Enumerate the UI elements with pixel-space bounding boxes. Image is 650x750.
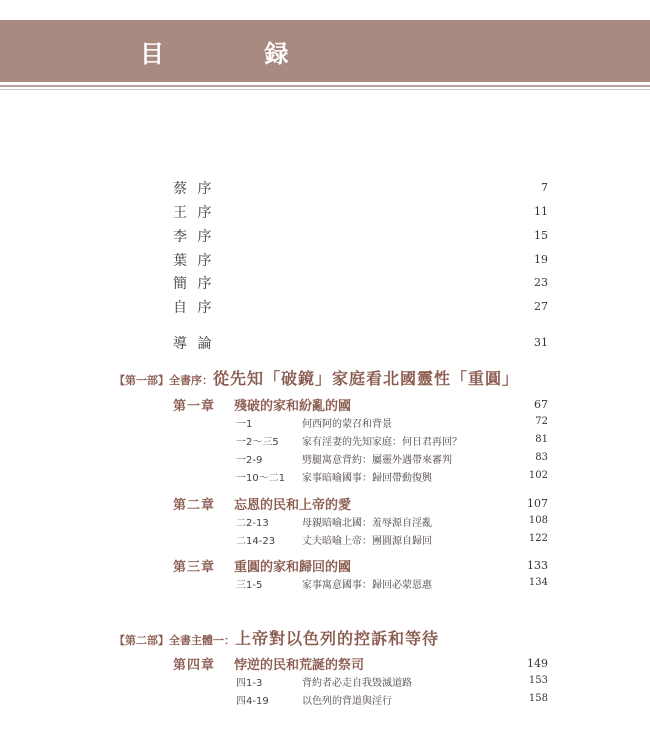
page-title: 目 録: [140, 40, 335, 68]
toc-section-page: 134: [528, 577, 548, 588]
toc-section-title[interactable]: 家事暗喻國事：歸回帶動復興: [302, 473, 432, 484]
toc-chapter-4-page: 149: [527, 657, 548, 670]
toc-preface-jian[interactable]: 簡 序: [173, 276, 215, 292]
toc-chapter-1-label[interactable]: 第一章: [173, 399, 216, 414]
toc-chapter-2-label[interactable]: 第二章: [173, 498, 216, 513]
toc-section-page: 83: [535, 452, 548, 463]
toc-section-page: 122: [528, 533, 548, 544]
toc-section-title[interactable]: 家有淫妻的先知家庭：何日君再回？: [302, 437, 462, 448]
toc-preface-wang-page: 11: [534, 205, 548, 218]
part-1-label: 【第一部】: [114, 374, 169, 387]
toc-section-ref: 四1-3: [236, 678, 263, 689]
toc-chapter-2-title[interactable]: 忘恩的民和上帝的愛: [234, 498, 352, 513]
toc-chapter-3-title[interactable]: 重圓的家和歸回的國: [234, 560, 352, 575]
toc-section-title[interactable]: 何西阿的蒙召和背景: [302, 419, 392, 430]
toc-section-ref: 二2-13: [236, 518, 269, 529]
toc-section-title[interactable]: 以色列的背道與淫行: [302, 696, 392, 707]
toc-section-ref: 一2～三5: [236, 437, 279, 448]
header-rule-thin: [0, 89, 650, 90]
part-1-title: 從先知「破鏡」家庭看北國靈性「重圓」: [213, 369, 520, 388]
toc-section-ref: 四4-19: [236, 696, 269, 707]
header-rule: [0, 85, 650, 87]
toc-section-title[interactable]: 丈夫暗喻上帝：團圓源自歸回: [302, 536, 432, 547]
part-1-kind: 全書序：: [169, 374, 213, 387]
toc-section-page: 72: [535, 416, 548, 427]
toc-section-ref: 一10～二1: [236, 473, 286, 484]
toc-part-2[interactable]: [114, 626, 439, 649]
part-2-title: 上帝對以色列的控訴和等待: [235, 629, 440, 648]
toc-section-title[interactable]: 家事寓意國事：歸回必蒙恩惠: [302, 580, 432, 591]
toc-section-ref: 三1-5: [236, 580, 263, 591]
toc-introduction-page: 31: [534, 336, 548, 349]
toc-section-page: 158: [528, 693, 548, 704]
toc-preface-ye-page: 19: [534, 253, 548, 266]
toc-chapter-4-title[interactable]: 悖逆的民和荒誕的祭司: [234, 658, 365, 673]
toc-section-title[interactable]: 背約者必走自我毀滅道路: [302, 678, 412, 689]
part-2-label: 【第二部】: [114, 634, 169, 647]
part-2-kind: 全書主體一：: [169, 634, 235, 647]
toc-section-page: 108: [528, 515, 548, 526]
toc-preface-li[interactable]: 李 序: [173, 229, 215, 245]
toc-part-1[interactable]: [114, 366, 519, 389]
toc-preface-ye[interactable]: 葉 序: [173, 253, 215, 269]
toc-preface-author-page: 27: [534, 300, 548, 313]
toc-section-title[interactable]: 母親暗喻北國：羞辱源自淫亂: [302, 518, 432, 529]
toc-preface-wang[interactable]: 王 序: [173, 205, 215, 221]
toc-chapter-4-label[interactable]: 第四章: [173, 658, 216, 673]
toc-chapter-2-page: 107: [527, 497, 548, 510]
toc-preface-cai-page: 7: [541, 181, 548, 194]
toc-chapter-3-page: 133: [527, 559, 548, 572]
toc-section-page: 102: [528, 470, 548, 481]
toc-chapter-1-page: 67: [534, 398, 548, 411]
toc-preface-jian-page: 23: [534, 276, 548, 289]
toc-preface-li-page: 15: [534, 229, 548, 242]
toc-preface-author[interactable]: 自 序: [173, 300, 215, 316]
toc-chapter-1-title[interactable]: 殘破的家和紛亂的國: [234, 399, 352, 414]
toc-section-ref: 一1: [236, 419, 253, 430]
toc-section-page: 81: [535, 434, 548, 445]
toc-section-title[interactable]: 劈腿寓意背約：屬靈外遇帶來審判: [302, 455, 452, 466]
toc-section-page: 153: [528, 675, 548, 686]
toc-introduction[interactable]: 導 論: [173, 336, 215, 352]
toc-section-ref: 二14-23: [236, 536, 276, 547]
toc-preface-cai[interactable]: 蔡 序: [173, 181, 215, 197]
toc-chapter-3-label[interactable]: 第三章: [173, 560, 216, 575]
toc-section-ref: 一2-9: [236, 455, 263, 466]
